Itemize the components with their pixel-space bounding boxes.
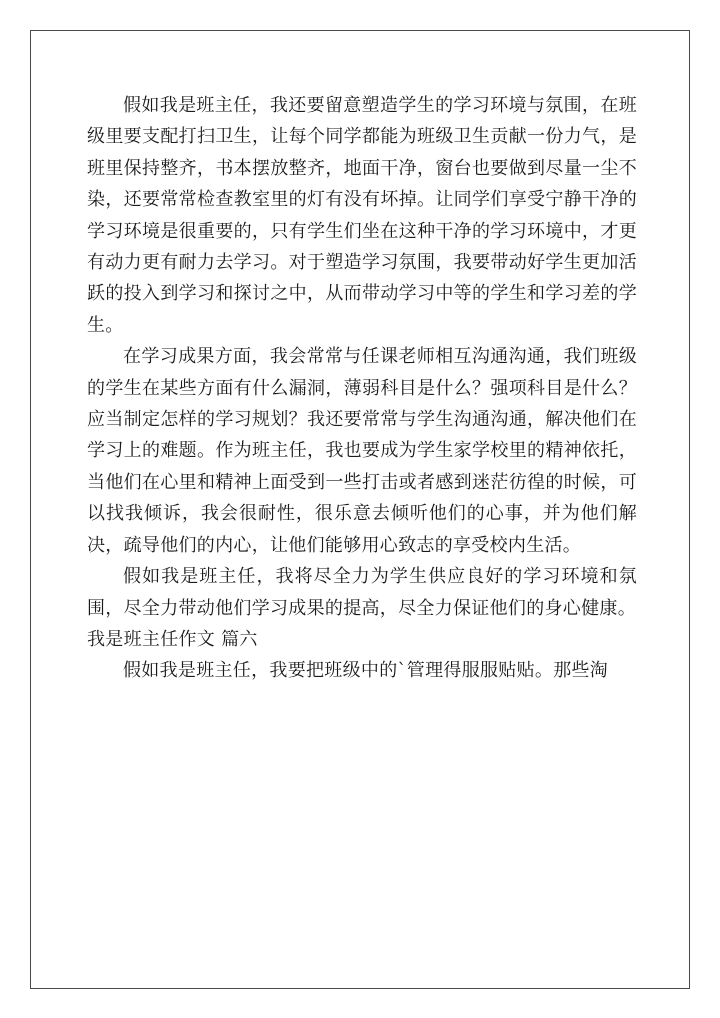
- paragraph-2: 在学习成果方面，我会常常与任课老师相互沟通沟通，我们班级的学生在某些方面有什么漏洞，薄弱科目是什么？强项科目是什么？应当制定怎样的学习规划？我还要常常与学生沟通沟通，解决他们在学习上的难题。作为班主任，我也要成为学生家学校里的精神依托，当他们在心里和精神上面受到一些打击或者感到迷茫彷徨的时候，可以找我倾诉，我会很耐性，很乐意去倾听他们的心事，并为他们解决，疏导他们的内心，让他们能够用心致志的享受校内生活。: [87, 346, 637, 556]
- document-body: [87, 90, 637, 687]
- paragraph-1: 假如我是班主任，我还要留意塑造学生的学习环境与氛围，在班级里要支配打扫卫生，让每个同学都能为班级卫生贡献一份力气，是班里保持整齐，书本摆放整齐，地面干净，窗台也要做到尽量一尘不染，还要常常检查教室里的灯有没有坏掉。让同学们享受宁静干净的学习环境是很重要的，只有学生们坐在这种干净的学习环境中，才更有动力更有耐力去学习。对于塑造学习氛围，我要带动好学生更加活跃的投入到学习和探讨之中，从而带动学习中等的学生和学习差的学生。: [87, 95, 637, 336]
- section-title: 我是班主任作文 篇六: [87, 628, 258, 650]
- paragraph-3: 假如我是班主任，我将尽全力为学生供应良好的学习环境和氛围，尽全力带动他们学习成果的提高，尽全力保证他们的身心健康。: [87, 566, 637, 619]
- paragraph-4: 假如我是班主任，我要把班级中的`管理得服服贴贴。那些淘: [123, 660, 609, 682]
